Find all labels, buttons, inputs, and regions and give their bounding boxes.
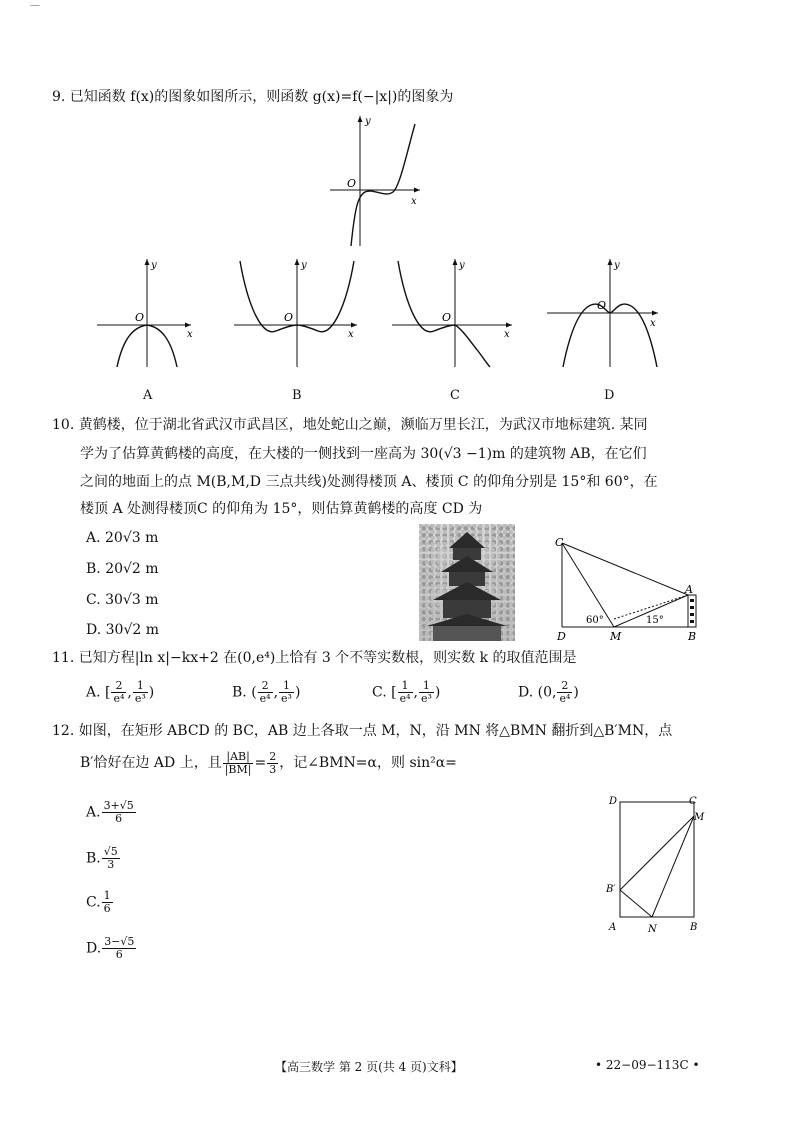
q9-option-d-graph — [545, 255, 665, 370]
q9-option-c-graph — [390, 255, 518, 370]
q11-option-c[interactable]: C. [ $\frac{1}{\text{e⁴}}$ , $\frac{1}{\text{e³}}$ ) — [372, 679, 441, 705]
q12-a-label: A. — [86, 804, 101, 821]
q12-d-label: D. — [86, 940, 102, 957]
q12-c-frac — [102, 890, 113, 915]
q9-c-y: y — [459, 260, 465, 271]
q12-label-n: N — [648, 924, 657, 935]
q9-a-origin: O — [135, 311, 145, 324]
q9-main-graph — [325, 112, 425, 250]
q12-d-den: 6 — [115, 948, 123, 961]
q11-b-prefix: B. ( — [232, 684, 257, 701]
q11-b-frac1 — [258, 680, 273, 705]
q11-c-frac1 — [398, 680, 413, 705]
q9-d-x: x — [650, 318, 656, 329]
q9-d-origin: O — [597, 299, 607, 312]
q11-b-frac2 — [279, 680, 294, 705]
q11-c-prefix: C. [ — [372, 684, 397, 701]
q9-c-x: x — [504, 329, 510, 340]
q12-c-num: 1 — [103, 889, 111, 902]
q12-d-num: 3−√5 — [104, 935, 135, 948]
q12-label-b: B — [690, 922, 698, 933]
q11-a-d1: e⁴ — [113, 692, 125, 705]
q12-line1: 12. 如图，在矩形 ABCD 的 BC，AB 边上各取一点 M，N，沿 MN 将△BMN 翻折到△B′MN，点 — [52, 723, 673, 739]
q11-text: 11. 已知方程|ln x|−kx+2 在(0,e⁴)上恰有 3 个不等实数根，则实数 k 的取值范围是 — [52, 650, 577, 666]
q11-a-d2: e³ — [134, 692, 146, 705]
header-mark: — — [30, 0, 40, 11]
q10-line2: 学为了估算黄鹤楼的高度，在大楼的一侧找到一座高为 30(√3 −1)m 的建筑物 AB，在它们 — [80, 446, 647, 462]
q12-ratio-den: |BM| — [224, 762, 252, 776]
q11-c-frac2 — [419, 680, 434, 705]
q12-line2-mid: = — [254, 755, 267, 771]
q9-b-origin: O — [284, 311, 294, 324]
q10-line1: 10. 黄鹤楼，位于湖北省武汉市武昌区，地处蛇山之巅，濒临万里长江，为武汉市地标建筑. 某同 — [52, 417, 648, 433]
q9-a-x: x — [187, 329, 193, 340]
q9-main-y: y — [365, 116, 371, 127]
footer-page-info: 【高三数学 第 2 页(共 4 页)文科】 — [275, 1060, 463, 1074]
q10-label-d: D — [557, 630, 566, 643]
q12-b-label: B. — [86, 850, 101, 867]
q9-c-origin: O — [442, 311, 452, 324]
q12-ratio-frac — [223, 751, 254, 776]
q11-a-n1: 2 — [111, 680, 126, 693]
q9-main-origin: O — [347, 177, 357, 190]
q12-a-frac — [102, 800, 136, 825]
q10-label-m: M — [610, 630, 622, 643]
q12-diagram — [605, 792, 705, 937]
q11-b-d2: e³ — [281, 692, 292, 705]
q12-label-d: D — [609, 796, 618, 807]
q11-c-n2: 1 — [419, 680, 434, 693]
footer-code: • 22−09−113C • — [595, 1058, 700, 1072]
q9-d-y: y — [614, 260, 620, 271]
q9-option-c-label[interactable]: C — [450, 388, 460, 403]
q9-b-y: y — [301, 260, 307, 271]
q11-option-a[interactable]: A. [ $\frac{2}{\text{e⁴}}$ , $\frac{1}{\text{e³}}$ ) — [86, 679, 155, 705]
q12-option-d[interactable] — [86, 936, 137, 961]
q11-c-suffix: ) — [434, 684, 441, 701]
q10-diagram — [552, 533, 707, 645]
q10-option-a[interactable]: A. 20√3 m — [86, 530, 159, 546]
q12-b-num: √5 — [103, 845, 118, 858]
q10-option-c[interactable]: C. 30√3 m — [86, 592, 159, 608]
q11-d-frac1 — [557, 680, 572, 705]
q11-c-d2: e³ — [420, 692, 432, 705]
q11-d-d1: e⁴ — [559, 692, 571, 705]
q10-angle-15: 15° — [646, 615, 664, 626]
q12-b-den: 3 — [107, 858, 115, 871]
q12-value-num: 2 — [269, 749, 277, 763]
q12-ratio-num: |AB| — [223, 751, 254, 764]
q11-b-n2: 1 — [279, 680, 294, 693]
q12-line2 — [80, 748, 457, 778]
q12-label-m: M — [694, 812, 705, 823]
q11-a-n2: 1 — [133, 680, 148, 693]
q9-a-y: y — [151, 260, 157, 271]
q12-a-num: 3+√5 — [103, 799, 134, 812]
q9-b-x: x — [348, 329, 354, 340]
q12-option-a[interactable] — [86, 800, 137, 825]
q11-b-n1: 2 — [258, 680, 273, 693]
q12-line2-post: ，记∠BMN=α，则 sin²α= — [279, 755, 457, 771]
q12-label-bprime: B′ — [606, 884, 616, 895]
q10-option-b[interactable]: B. 20√2 m — [86, 561, 159, 577]
q11-a-prefix: A. [ — [86, 684, 111, 701]
q12-c-label: C. — [86, 894, 101, 911]
q11-option-b[interactable]: B. ( $\frac{2}{\text{e⁴}}$ , $\frac{1}{\text{e³}}$ ) — [232, 679, 301, 705]
q12-b-frac — [102, 846, 120, 871]
q11-a-frac2 — [133, 680, 148, 705]
q9-option-b-label[interactable]: B — [292, 388, 302, 403]
q12-d-frac — [102, 936, 136, 961]
q11-a-suffix: ) — [148, 684, 155, 701]
q10-label-c: C — [555, 536, 564, 549]
q10-option-d[interactable]: D. 30√2 m — [86, 622, 159, 638]
q9-text: 9. 已知函数 f(x)的图象如图所示，则函数 g(x)=f(−|x|)的图象为 — [52, 89, 454, 105]
q11-b-suffix: ) — [294, 684, 301, 701]
q12-line2-pre: B′恰好在边 AD 上，且 — [80, 755, 222, 771]
q11-c-d1: e⁴ — [399, 692, 411, 705]
q11-a-frac1 — [111, 680, 126, 705]
q12-label-a: A — [609, 922, 617, 933]
q10-angle-60: 60° — [586, 615, 604, 626]
q9-option-d-label[interactable]: D — [604, 388, 615, 403]
q9-option-b-graph — [232, 255, 362, 370]
q10-line3: 之间的地面上的点 M(B,M,D 三点共线)处测得楼顶 A、楼顶 C 的仰角分别是 15°和 60°，在 — [80, 474, 658, 490]
q11-d-prefix: D. (0, — [518, 684, 557, 701]
q12-option-b[interactable] — [86, 846, 121, 871]
q11-option-d[interactable] — [518, 680, 579, 705]
q11-d-suffix: ) — [573, 684, 579, 701]
q12-value-den: 3 — [269, 762, 277, 776]
q12-value-frac — [267, 751, 278, 776]
q11-b-d1: e⁴ — [259, 692, 271, 705]
q12-c-den: 6 — [103, 902, 111, 915]
q11-c-n1: 1 — [398, 680, 413, 693]
q11-d-n1: 2 — [557, 680, 572, 693]
q12-label-c: C — [689, 796, 697, 807]
q10-label-b: B — [688, 630, 697, 643]
q12-a-den: 6 — [115, 812, 123, 825]
yellow-crane-tower-photo — [419, 524, 515, 641]
q10-label-a: A — [685, 583, 693, 596]
q10-line4: 楼顶 A 处测得楼顶C 的仰角为 15°，则估算黄鹤楼的高度 CD 为 — [80, 501, 483, 517]
q9-option-a-label[interactable]: A — [143, 388, 153, 403]
q12-option-c[interactable] — [86, 890, 114, 915]
q9-option-a-graph — [95, 255, 205, 370]
q9-main-x: x — [411, 196, 417, 207]
tower-silhouette — [419, 524, 515, 641]
